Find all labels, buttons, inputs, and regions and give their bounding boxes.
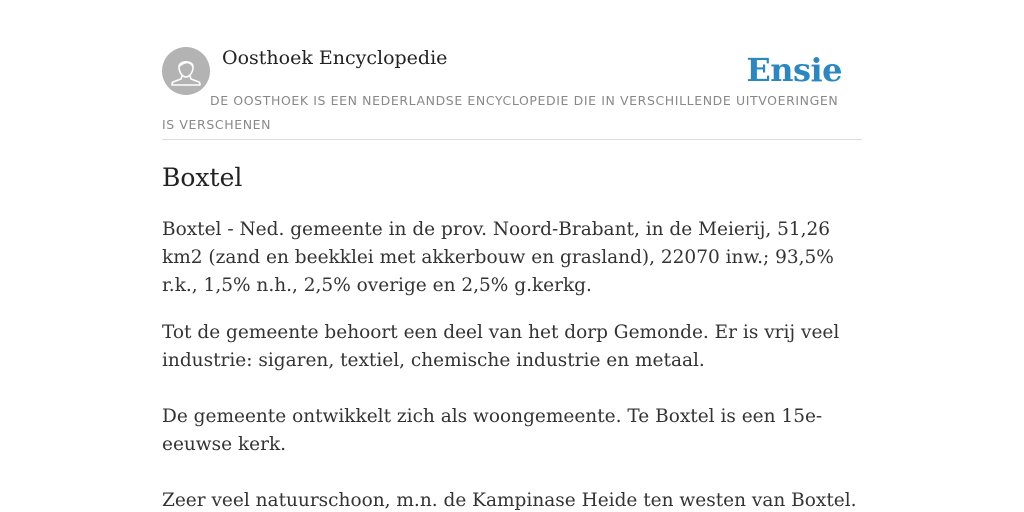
site-logo[interactable]: Ensie bbox=[746, 51, 842, 89]
source-header bbox=[162, 0, 862, 140]
source-title[interactable]: Oosthoek Encyclopedie bbox=[222, 47, 448, 69]
source-description: DE OOSTHOEK IS EEN NEDERLANDSE ENCYCLOPEDIE DIE IN VERSCHILLENDE UITVOERINGEN IS VERSCHENEN bbox=[162, 93, 839, 132]
page-container bbox=[162, 0, 862, 511]
article-paragraph: Tot de gemeente behoort een deel van het dorp Gemonde. Er is vrij veel industrie: sigaren, textiel, chemische industrie en metaal. bbox=[162, 322, 840, 371]
paragraph-spacer bbox=[162, 375, 862, 403]
article-paragraph: Boxtel - Ned. gemeente in de prov. Noord-Brabant, in de Meierij, 51,26 km2 (zand en beekklei met akkerbouw en grasland), 22070 inw.; 93,5% r.k., 1,5% n.h., 2,5% overige en 2,5% g.kerkg. bbox=[162, 219, 834, 296]
avatar[interactable] bbox=[162, 47, 210, 95]
article-title: Boxtel bbox=[162, 163, 243, 192]
paragraph-spacer bbox=[162, 459, 862, 487]
user-silhouette-icon bbox=[162, 47, 210, 95]
article-body bbox=[162, 216, 862, 512]
article-paragraph: De gemeente ontwikkelt zich als woongemeente. Te Boxtel is een 15e-eeuwse kerk. bbox=[162, 406, 823, 455]
article-paragraph: Zeer veel natuurschoon, m.n. de Kampinase Heide ten westen van Boxtel. bbox=[162, 490, 857, 511]
